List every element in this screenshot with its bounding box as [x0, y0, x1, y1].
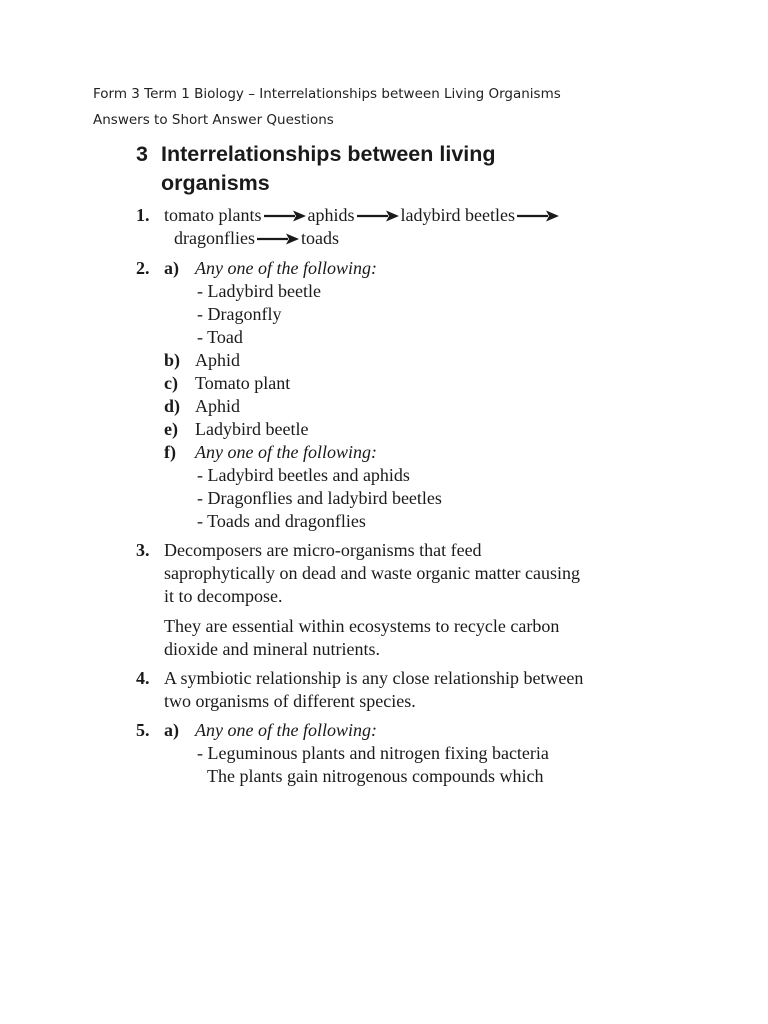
q5-part-a-continuation: The plants gain nitrogenous compounds which	[207, 766, 544, 786]
list-item: - Ladybird beetle	[197, 281, 321, 301]
q3-paragraph-2-line: They are essential within ecosystems to recycle carbon	[164, 616, 560, 636]
q2-part-f-intro: Any one of the following:	[195, 442, 377, 462]
food-chain-organism: tomato plants	[164, 205, 262, 225]
q3-paragraph-2-line: dioxide and mineral nutrients.	[164, 639, 380, 659]
q3-paragraph-1-line: it to decompose.	[164, 586, 283, 606]
list-item: - Leguminous plants and nitrogen fixing bacteria	[197, 743, 549, 763]
q2-part-e-answer: Ladybird beetle	[195, 419, 309, 439]
q2-part-e-label: e)	[164, 419, 178, 439]
q2-part-c-answer: Tomato plant	[195, 373, 291, 393]
question-2-number: 2.	[136, 258, 150, 278]
question-3-number: 3.	[136, 540, 150, 560]
document-header-title: Form 3 Term 1 Biology – Interrelationships between Living Organisms	[93, 86, 561, 102]
q2-part-a-label: a)	[164, 258, 179, 278]
food-chain-organism: aphids	[307, 205, 355, 225]
q2-part-b-label: b)	[164, 350, 181, 370]
question-4-number: 4.	[136, 668, 150, 688]
q2-part-b-answer: Aphid	[195, 350, 240, 370]
list-item: - Ladybird beetles and aphids	[197, 465, 410, 485]
q2-part-c-label: c)	[164, 373, 178, 393]
q3-paragraph-1-line: Decomposers are micro-organisms that feed	[164, 540, 482, 560]
food-chain-organism: ladybird beetles	[400, 205, 515, 225]
question-5-number: 5.	[136, 720, 150, 740]
section-title-line-1: Interrelationships between living	[161, 142, 496, 166]
arrow-right-icon	[256, 232, 300, 246]
arrow-right-icon	[516, 209, 560, 223]
q2-part-d-answer: Aphid	[195, 396, 240, 416]
section-number: 3	[136, 142, 148, 166]
q5-part-a-label: a)	[164, 720, 179, 740]
list-item: - Toads and dragonflies	[197, 511, 366, 531]
document-header-subtitle: Answers to Short Answer Questions	[93, 112, 334, 128]
list-item: - Dragonflies and ladybird beetles	[197, 488, 442, 508]
arrow-right-icon	[263, 209, 307, 223]
arrow-right-icon	[356, 209, 400, 223]
food-chain-row-1	[164, 204, 561, 227]
q2-part-f-label: f)	[164, 442, 176, 462]
q2-part-d-label: d)	[164, 396, 181, 416]
q3-paragraph-1-line: saprophytically on dead and waste organic matter causing	[164, 563, 581, 583]
q4-answer-line: two organisms of different species.	[164, 691, 416, 711]
food-chain-organism: toads	[300, 228, 339, 248]
food-chain-organism: dragonflies	[174, 228, 255, 248]
q5-part-a-intro: Any one of the following:	[195, 720, 377, 740]
q2-part-a-intro: Any one of the following:	[195, 258, 377, 278]
list-item: - Toad	[197, 327, 243, 347]
q4-answer-line: A symbiotic relationship is any close relationship between	[164, 668, 584, 688]
food-chain-row-2	[174, 227, 339, 250]
question-1-number: 1.	[136, 205, 150, 225]
list-item: - Dragonfly	[197, 304, 282, 324]
section-title-line-2: organisms	[161, 171, 270, 195]
